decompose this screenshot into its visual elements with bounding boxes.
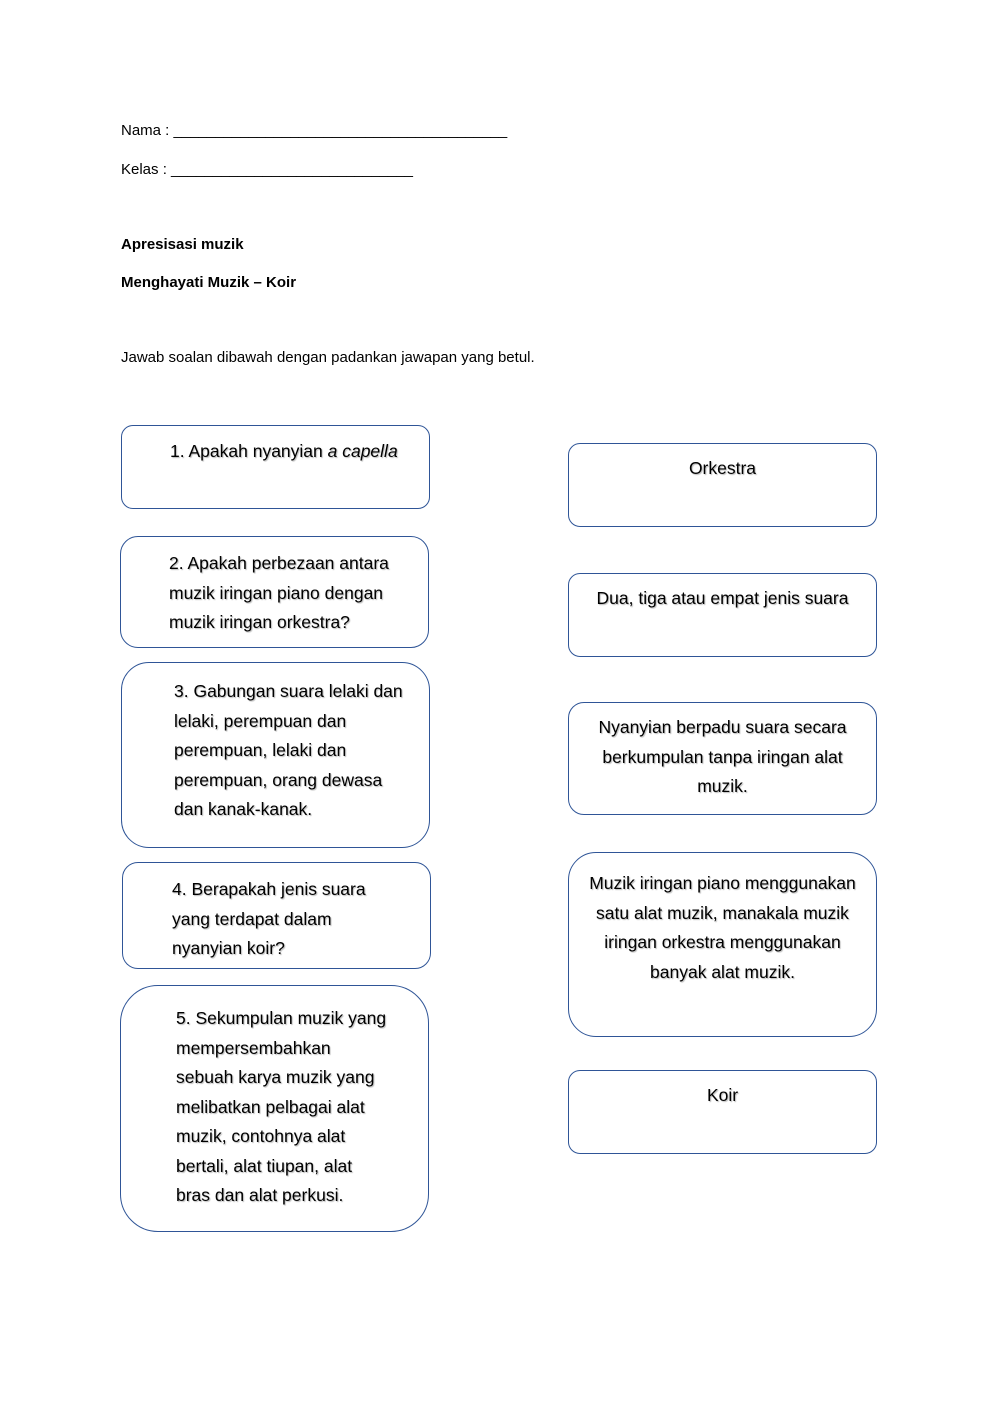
answer-box-5[interactable] [568,1070,877,1154]
question-box-1[interactable] [121,425,430,509]
question-box-3[interactable] [121,662,430,848]
answer-text-1: Orkestra [688,458,757,478]
name-field[interactable] [121,121,507,141]
question-italic-term: a capella [327,441,398,461]
answer-box-2[interactable] [568,573,877,657]
question-box-4[interactable] [122,862,431,969]
question-text-1: 1. Apakah nyanyian a capella [170,441,398,461]
answer-box-1[interactable] [568,443,877,527]
name-label: Nama : [121,122,170,139]
worksheet-subtitle: Menghayati Muzik – Koir [121,274,297,291]
question-text-4: 4. Berapakah jenis suara yang terdapat dalam nyanyian koir? [172,879,366,958]
question-box-5[interactable] [120,985,429,1232]
class-label: Kelas : [121,161,167,178]
class-blank[interactable]: _____________________________ [171,161,413,178]
instruction-text: Jawab soalan dibawah dengan padankan jawapan yang betul. [121,349,535,366]
answer-text-4: Muzik iringan piano menggunakan satu alat muzik, manakala muzik iringan orkestra menggunakan banyak alat muzik. [589,873,856,982]
question-text-2: 2. Apakah perbezaan antara muzik iringan piano dengan muzik iringan orkestra? [169,553,389,632]
answer-text-3: Nyanyian berpadu suara secara berkumpulan tanpa iringan alat muzik. [598,717,847,796]
question-text-5: 5. Sekumpulan muzik yang mempersembahkan sebuah karya muzik yang melibatkan pelbagai alat muzik, contohnya alat bertali, alat tiupan, alat bras dan alat perkusi. [176,1008,387,1205]
question-box-2[interactable] [120,536,429,648]
answer-text-5: Koir [706,1085,739,1105]
answer-text-2: Dua, tiga atau empat jenis suara [596,588,849,608]
worksheet-title: Apresisasi muzik [121,236,244,253]
question-text-3: 3. Gabungan suara lelaki dan lelaki, perempuan dan perempuan, lelaki dan perempuan, orang dewasa dan kanak-kanak. [174,681,403,819]
answer-box-3[interactable] [568,702,877,815]
name-blank[interactable]: ________________________________________ [173,122,508,139]
class-field[interactable] [121,160,413,180]
answer-box-4[interactable] [568,852,877,1037]
